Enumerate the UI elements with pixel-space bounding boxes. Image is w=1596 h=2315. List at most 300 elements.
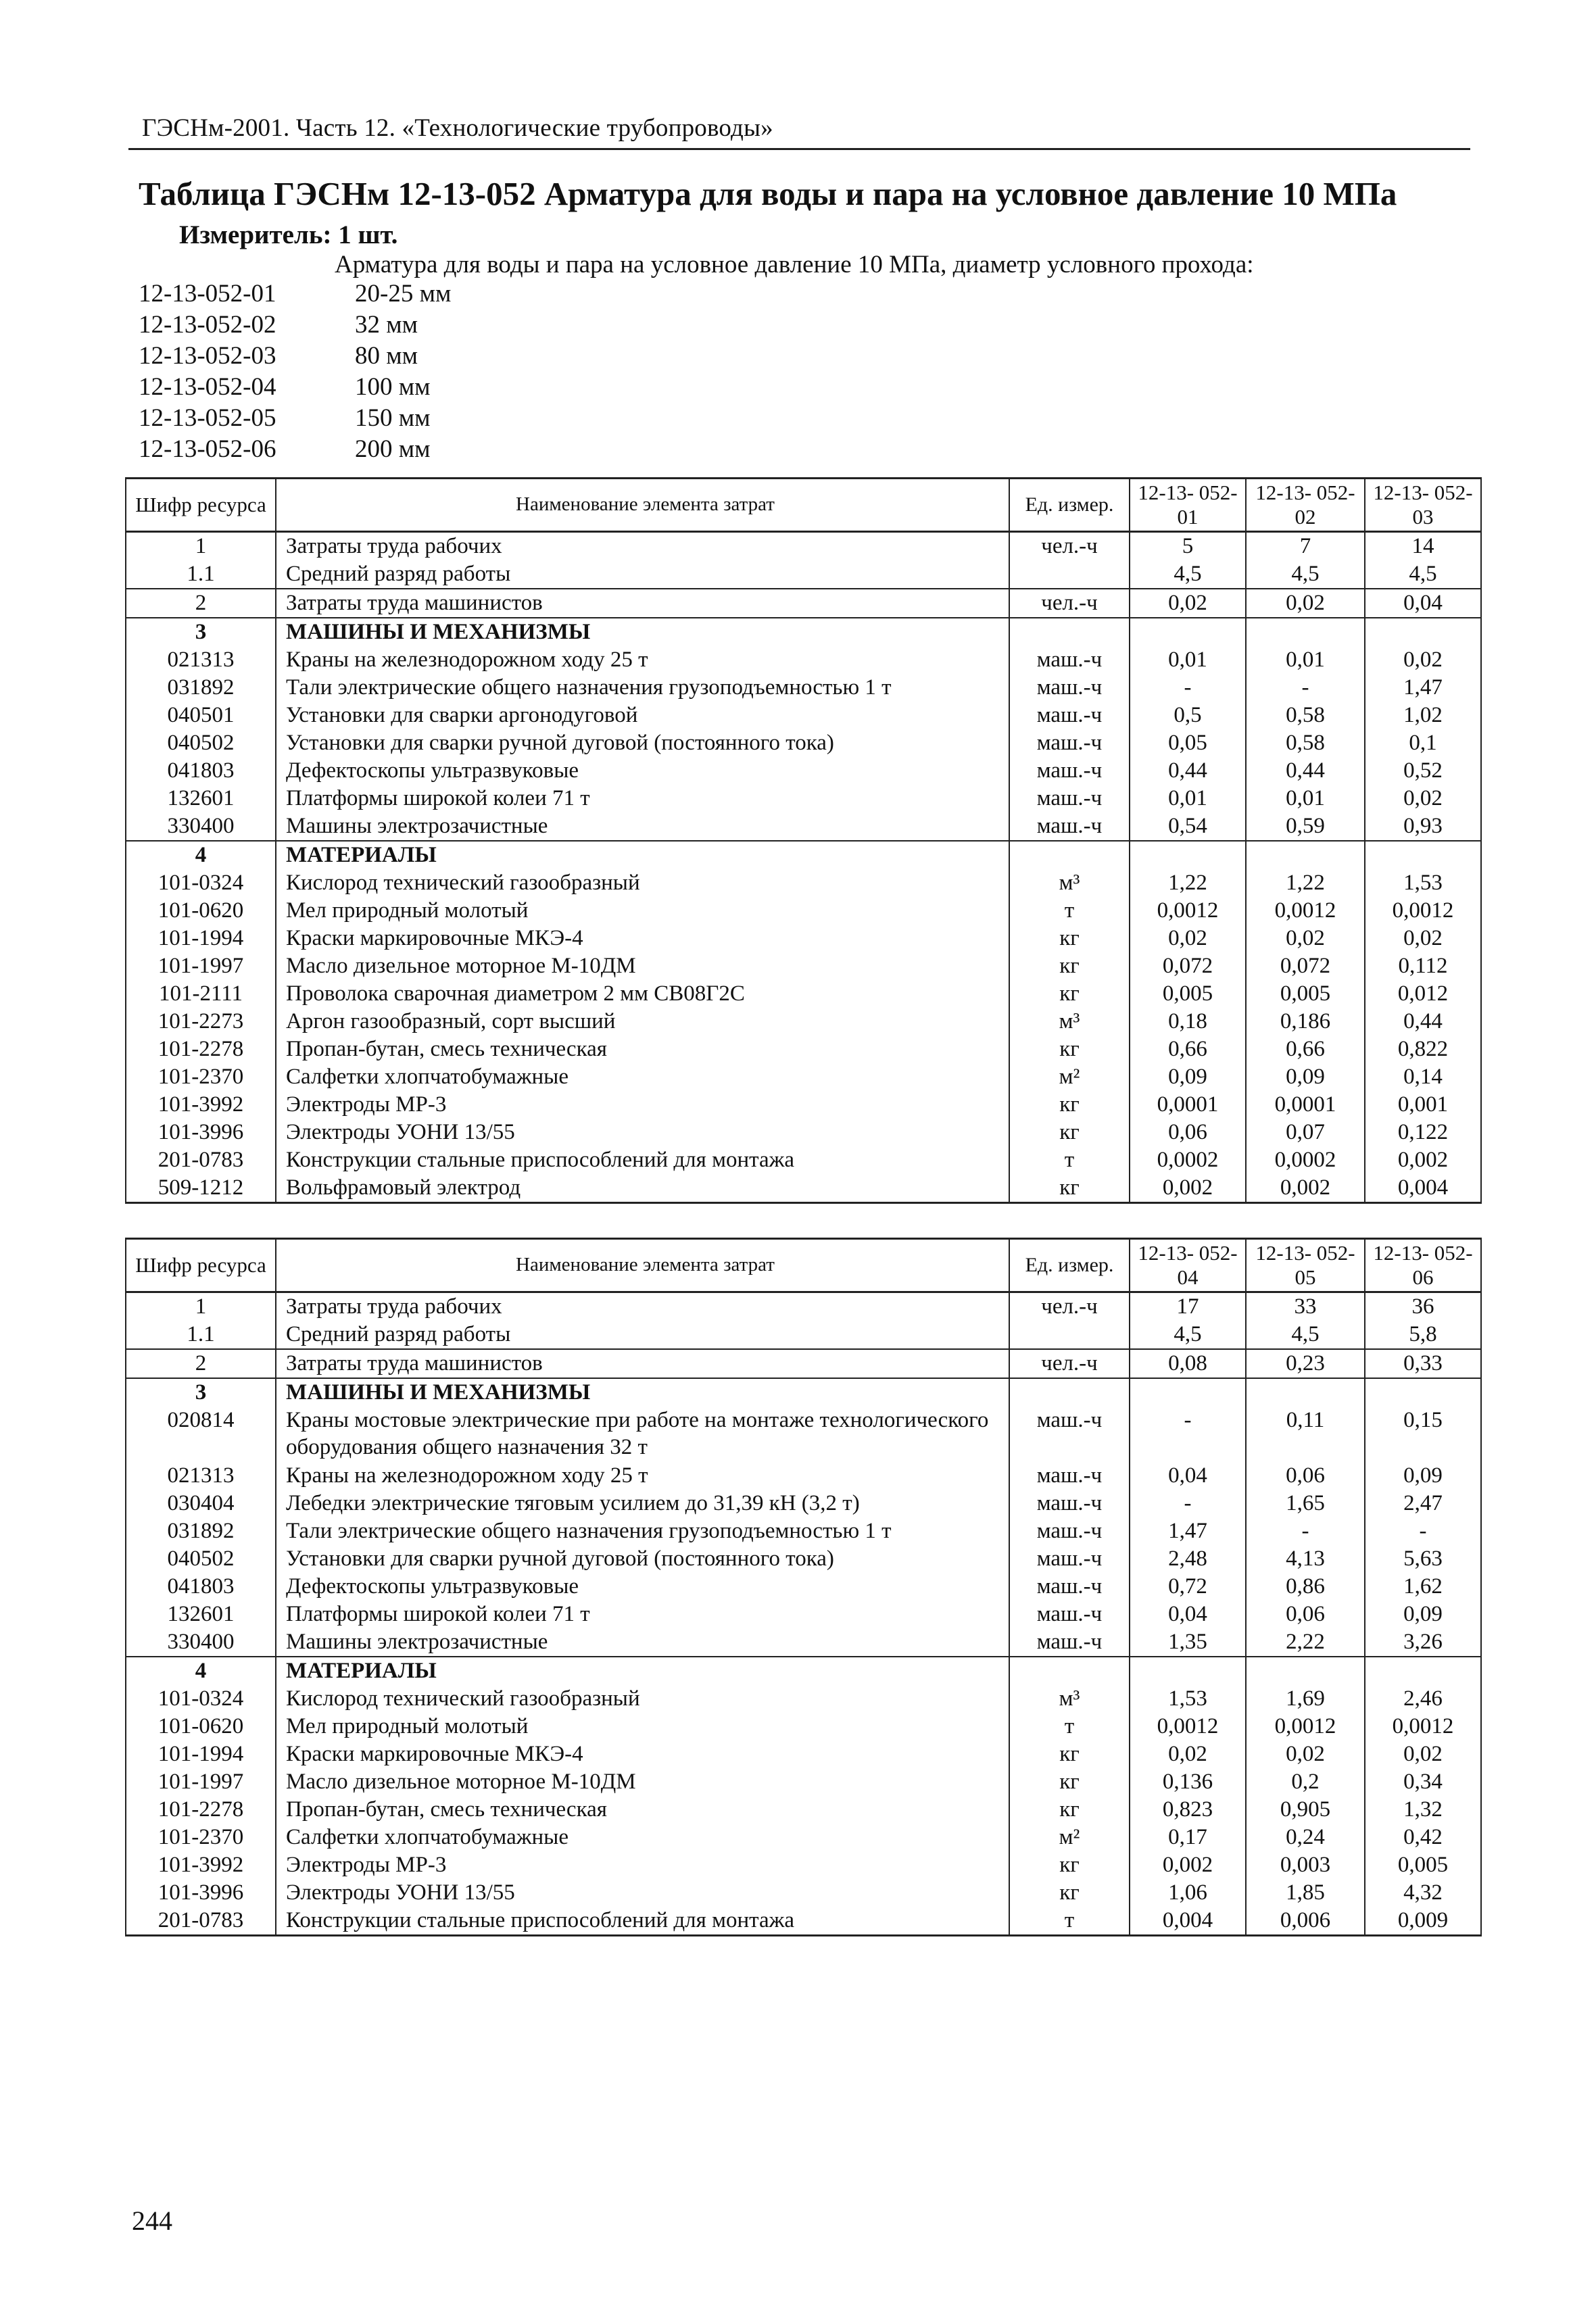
unit-cell: кг xyxy=(1009,980,1130,1008)
value-cell: 0,54 xyxy=(1130,812,1246,841)
value-cell: 0,02 xyxy=(1365,646,1481,674)
value-cell: 0,01 xyxy=(1246,785,1365,812)
value-cell: 0,09 xyxy=(1130,1063,1246,1091)
resource-code: 1 xyxy=(126,1292,276,1321)
cost-element-name: Электроды МР-3 xyxy=(276,1851,1009,1879)
table-row xyxy=(126,646,1481,674)
value-cell: 0,0012 xyxy=(1365,897,1481,925)
table-row xyxy=(126,869,1481,897)
unit-cell: маш.-ч xyxy=(1009,757,1130,785)
value-cell: 1,02 xyxy=(1365,702,1481,729)
table-row xyxy=(126,1685,1481,1713)
value-cell: 7 xyxy=(1246,532,1365,561)
unit-cell: кг xyxy=(1009,1174,1130,1203)
resource-code: 101-1994 xyxy=(126,925,276,952)
value-cell: 0,0002 xyxy=(1130,1146,1246,1174)
value-cell: 0,06 xyxy=(1246,1462,1365,1490)
cost-element-name: Краски маркировочные МКЭ-4 xyxy=(276,925,1009,952)
code-list xyxy=(139,278,451,465)
value-cell: 0,002 xyxy=(1130,1174,1246,1203)
resource-code: 040502 xyxy=(126,729,276,757)
value-cell: 2,46 xyxy=(1365,1685,1481,1713)
value-cell: 0,04 xyxy=(1365,589,1481,618)
table-row xyxy=(126,532,1481,561)
resource-code: 132601 xyxy=(126,1601,276,1628)
cost-element-name: Машины электрозачистные xyxy=(276,812,1009,841)
unit-cell: кг xyxy=(1009,1768,1130,1796)
resource-code: 330400 xyxy=(126,812,276,841)
value-cell xyxy=(1246,618,1365,646)
resource-code: 101-2111 xyxy=(126,980,276,1008)
section-row xyxy=(126,618,1481,646)
code-row xyxy=(139,310,451,341)
unit-cell: м³ xyxy=(1009,869,1130,897)
unit-cell: маш.-ч xyxy=(1009,1407,1130,1462)
norm-table-2 xyxy=(125,1238,1482,1936)
table-row xyxy=(126,1292,1481,1321)
table-row xyxy=(126,1321,1481,1349)
resource-code: 101-0620 xyxy=(126,1713,276,1740)
table-row xyxy=(126,1462,1481,1490)
table-row xyxy=(126,1824,1481,1851)
table-row xyxy=(126,812,1481,841)
cost-element-name: Затраты труда рабочих xyxy=(276,532,1009,561)
value-cell: 2,22 xyxy=(1246,1628,1365,1657)
value-cell: 0,07 xyxy=(1246,1119,1365,1146)
value-cell: 0,01 xyxy=(1246,646,1365,674)
unit-cell: м³ xyxy=(1009,1685,1130,1713)
header-code: Шифр ресурса xyxy=(126,1239,276,1292)
table-row xyxy=(126,1174,1481,1203)
value-cell: 0,0012 xyxy=(1130,897,1246,925)
resource-code: 1 xyxy=(126,532,276,561)
value-cell: 1,85 xyxy=(1246,1879,1365,1907)
cost-element-name: Вольфрамовый электрод xyxy=(276,1174,1009,1203)
value-cell: 0,66 xyxy=(1246,1035,1365,1063)
value-cell: 0,186 xyxy=(1246,1008,1365,1035)
value-cell: 0,001 xyxy=(1365,1091,1481,1119)
value-cell: 0,86 xyxy=(1246,1573,1365,1601)
value-cell: 0,59 xyxy=(1246,812,1365,841)
table-row xyxy=(126,1349,1481,1378)
value-cell: 0,11 xyxy=(1246,1407,1365,1462)
table-row xyxy=(126,1091,1481,1119)
value-cell: 0,09 xyxy=(1365,1462,1481,1490)
resource-code: 4 xyxy=(126,1657,276,1685)
value-cell: 0,52 xyxy=(1365,757,1481,785)
value-cell: 1,65 xyxy=(1246,1490,1365,1517)
value-cell: - xyxy=(1365,1517,1481,1545)
unit-cell: маш.-ч xyxy=(1009,785,1130,812)
value-cell: 0,822 xyxy=(1365,1035,1481,1063)
value-cell: 0,44 xyxy=(1365,1008,1481,1035)
value-cell: 1,47 xyxy=(1130,1517,1246,1545)
value-cell: 1,47 xyxy=(1365,674,1481,702)
value-cell: 3,26 xyxy=(1365,1628,1481,1657)
unit-cell: т xyxy=(1009,1713,1130,1740)
unit-cell: маш.-ч xyxy=(1009,1462,1130,1490)
resource-code: 3 xyxy=(126,1378,276,1407)
code-diameter: 150 мм xyxy=(355,404,431,432)
resource-code: 040501 xyxy=(126,702,276,729)
value-cell: 0,02 xyxy=(1365,1740,1481,1768)
value-cell xyxy=(1246,841,1365,869)
cost-element-name: Платформы широкой колеи 71 т xyxy=(276,1601,1009,1628)
cost-element-name: Затраты труда машинистов xyxy=(276,1349,1009,1378)
value-cell: 0,17 xyxy=(1130,1824,1246,1851)
resource-code: 101-2370 xyxy=(126,1824,276,1851)
unit-cell: кг xyxy=(1009,1851,1130,1879)
cost-element-name: МАШИНЫ И МЕХАНИЗМЫ xyxy=(276,1378,1009,1407)
unit-cell xyxy=(1009,1657,1130,1685)
unit-cell: маш.-ч xyxy=(1009,729,1130,757)
header-name: Наименование элемента затрат xyxy=(276,479,1009,532)
cost-element-name: Салфетки хлопчатобумажные xyxy=(276,1824,1009,1851)
value-cell: 0,0001 xyxy=(1246,1091,1365,1119)
value-cell: 1,32 xyxy=(1365,1796,1481,1824)
cost-element-name: Электроды УОНИ 13/55 xyxy=(276,1879,1009,1907)
value-cell: 0,06 xyxy=(1246,1601,1365,1628)
value-cell: 0,002 xyxy=(1365,1146,1481,1174)
value-cell: 0,02 xyxy=(1130,1740,1246,1768)
cost-element-name: МАТЕРИАЛЫ xyxy=(276,841,1009,869)
value-cell: 0,0012 xyxy=(1365,1713,1481,1740)
unit-cell xyxy=(1009,618,1130,646)
table-row xyxy=(126,1063,1481,1091)
cost-element-name: Кислород технический газообразный xyxy=(276,869,1009,897)
table-row xyxy=(126,560,1481,589)
cost-element-name: Установки для сварки аргонодуговой xyxy=(276,702,1009,729)
value-cell: 5,8 xyxy=(1365,1321,1481,1349)
value-cell: - xyxy=(1130,674,1246,702)
meter-label: Измеритель: 1 шт. xyxy=(179,220,398,249)
unit-cell: кг xyxy=(1009,1091,1130,1119)
value-cell: 1,22 xyxy=(1130,869,1246,897)
header-col: 12-13- 052-06 xyxy=(1365,1239,1481,1292)
value-cell: 1,22 xyxy=(1246,869,1365,897)
value-cell: 2,47 xyxy=(1365,1490,1481,1517)
cost-element-name: Пропан-бутан, смесь техническая xyxy=(276,1796,1009,1824)
code-row xyxy=(139,403,451,434)
code-row xyxy=(139,434,451,465)
resource-code: 041803 xyxy=(126,757,276,785)
table-row xyxy=(126,1907,1481,1936)
unit-cell: т xyxy=(1009,1907,1130,1936)
cost-element-name: Краны мостовые электрические при работе на монтаже технологического оборудования общего назначения 32 т xyxy=(276,1407,1009,1462)
value-cell: 0,02 xyxy=(1130,925,1246,952)
value-cell: 0,02 xyxy=(1246,925,1365,952)
unit-cell: кг xyxy=(1009,1035,1130,1063)
value-cell: 0,34 xyxy=(1365,1768,1481,1796)
cost-element-name: Пропан-бутан, смесь техническая xyxy=(276,1035,1009,1063)
value-cell: 0,003 xyxy=(1246,1851,1365,1879)
code-diameter: 100 мм xyxy=(355,373,431,401)
resource-code: 4 xyxy=(126,841,276,869)
table-row xyxy=(126,589,1481,618)
table-row xyxy=(126,1573,1481,1601)
code-row xyxy=(139,372,451,403)
resource-code: 2 xyxy=(126,589,276,618)
value-cell: 4,5 xyxy=(1130,560,1246,589)
unit-cell: т xyxy=(1009,897,1130,925)
value-cell: 0,02 xyxy=(1130,589,1246,618)
unit-cell: маш.-ч xyxy=(1009,1601,1130,1628)
cost-element-name: МАТЕРИАЛЫ xyxy=(276,1657,1009,1685)
table-row xyxy=(126,1768,1481,1796)
value-cell: 0,136 xyxy=(1130,1768,1246,1796)
unit-cell: чел.-ч xyxy=(1009,1349,1130,1378)
value-cell: 0,93 xyxy=(1365,812,1481,841)
table-row xyxy=(126,1879,1481,1907)
value-cell: 2,48 xyxy=(1130,1545,1246,1573)
value-cell: 0,15 xyxy=(1365,1407,1481,1462)
code-id: 12-13-052-06 xyxy=(139,435,276,463)
table-header-row xyxy=(126,479,1481,532)
value-cell xyxy=(1246,1378,1365,1407)
code-diameter: 80 мм xyxy=(355,342,418,370)
unit-cell: кг xyxy=(1009,1740,1130,1768)
value-cell: 0,823 xyxy=(1130,1796,1246,1824)
unit-cell: маш.-ч xyxy=(1009,1517,1130,1545)
code-diameter: 200 мм xyxy=(355,435,431,463)
header-unit: Ед. измер. xyxy=(1009,1239,1130,1292)
resource-code: 101-0324 xyxy=(126,869,276,897)
value-cell: 1,06 xyxy=(1130,1879,1246,1907)
value-cell: 0,44 xyxy=(1130,757,1246,785)
resource-code: 101-3992 xyxy=(126,1091,276,1119)
intro-text: Арматура для воды и пара на условное давление 10 МПа, диаметр условного прохода: xyxy=(335,251,1254,278)
unit-cell xyxy=(1009,560,1130,589)
table-row xyxy=(126,1628,1481,1657)
cost-element-name: Установки для сварки ручной дуговой (постоянного тока) xyxy=(276,1545,1009,1573)
code-id: 12-13-052-05 xyxy=(139,404,276,432)
unit-cell: маш.-ч xyxy=(1009,1545,1130,1573)
value-cell: - xyxy=(1246,674,1365,702)
header-code: Шифр ресурса xyxy=(126,479,276,532)
value-cell: 0,14 xyxy=(1365,1063,1481,1091)
value-cell: 14 xyxy=(1365,532,1481,561)
resource-code: 101-2278 xyxy=(126,1035,276,1063)
code-id: 12-13-052-02 xyxy=(139,311,276,339)
value-cell: 0,04 xyxy=(1130,1601,1246,1628)
resource-code: 101-3996 xyxy=(126,1119,276,1146)
unit-cell: м² xyxy=(1009,1824,1130,1851)
cost-element-name: Кислород технический газообразный xyxy=(276,1685,1009,1713)
resource-code: 201-0783 xyxy=(126,1146,276,1174)
value-cell: 0,004 xyxy=(1130,1907,1246,1936)
value-cell: 1,53 xyxy=(1130,1685,1246,1713)
value-cell: 0,02 xyxy=(1365,785,1481,812)
value-cell: 0,05 xyxy=(1130,729,1246,757)
value-cell: 4,5 xyxy=(1130,1321,1246,1349)
value-cell: 0,005 xyxy=(1365,1851,1481,1879)
value-cell: - xyxy=(1130,1407,1246,1462)
unit-cell: маш.-ч xyxy=(1009,1628,1130,1657)
value-cell: 0,004 xyxy=(1365,1174,1481,1203)
cost-element-name: Платформы широкой колеи 71 т xyxy=(276,785,1009,812)
table-row xyxy=(126,702,1481,729)
code-id: 12-13-052-01 xyxy=(139,280,276,308)
unit-cell: маш.-ч xyxy=(1009,674,1130,702)
value-cell: 5 xyxy=(1130,532,1246,561)
table-row xyxy=(126,1545,1481,1573)
unit-cell: т xyxy=(1009,1146,1130,1174)
code-id: 12-13-052-04 xyxy=(139,373,276,401)
resource-code: 021313 xyxy=(126,646,276,674)
unit-cell: маш.-ч xyxy=(1009,1573,1130,1601)
value-cell: 0,02 xyxy=(1246,589,1365,618)
value-cell: 17 xyxy=(1130,1292,1246,1321)
resource-code: 132601 xyxy=(126,785,276,812)
value-cell xyxy=(1365,841,1481,869)
value-cell: 0,42 xyxy=(1365,1824,1481,1851)
header-name: Наименование элемента затрат xyxy=(276,1239,1009,1292)
resource-code: 101-1997 xyxy=(126,952,276,980)
value-cell xyxy=(1130,1378,1246,1407)
unit-cell: кг xyxy=(1009,952,1130,980)
running-head: ГЭСНм-2001. Часть 12. «Технологические трубопроводы» xyxy=(142,114,773,142)
value-cell: 0,02 xyxy=(1365,925,1481,952)
resource-code: 031892 xyxy=(126,1517,276,1545)
header-unit: Ед. измер. xyxy=(1009,479,1130,532)
value-cell: 0,0012 xyxy=(1130,1713,1246,1740)
table-row xyxy=(126,1601,1481,1628)
table-row xyxy=(126,1490,1481,1517)
value-cell: 0,24 xyxy=(1246,1824,1365,1851)
value-cell: 0,01 xyxy=(1130,785,1246,812)
table-row xyxy=(126,1146,1481,1174)
cost-element-name: Машины электрозачистные xyxy=(276,1628,1009,1657)
resource-code: 031892 xyxy=(126,674,276,702)
table-row xyxy=(126,1517,1481,1545)
value-cell: 0,0012 xyxy=(1246,897,1365,925)
value-cell xyxy=(1365,618,1481,646)
value-cell: 33 xyxy=(1246,1292,1365,1321)
value-cell xyxy=(1130,618,1246,646)
value-cell: 0,01 xyxy=(1130,646,1246,674)
section-row xyxy=(126,841,1481,869)
header-col: 12-13- 052-01 xyxy=(1130,479,1246,532)
value-cell: 1,69 xyxy=(1246,1685,1365,1713)
table-row xyxy=(126,1796,1481,1824)
value-cell: 0,09 xyxy=(1365,1601,1481,1628)
header-col: 12-13- 052-03 xyxy=(1365,479,1481,532)
value-cell: 1,62 xyxy=(1365,1573,1481,1601)
table-row xyxy=(126,897,1481,925)
cost-element-name: Затраты труда машинистов xyxy=(276,589,1009,618)
value-cell xyxy=(1246,1657,1365,1685)
value-cell xyxy=(1130,1657,1246,1685)
value-cell: 0,905 xyxy=(1246,1796,1365,1824)
resource-code: 3 xyxy=(126,618,276,646)
unit-cell: кг xyxy=(1009,1119,1130,1146)
value-cell: 0,23 xyxy=(1246,1349,1365,1378)
resource-code: 041803 xyxy=(126,1573,276,1601)
unit-cell xyxy=(1009,841,1130,869)
table-row xyxy=(126,1713,1481,1740)
cost-element-name: Краски маркировочные МКЭ-4 xyxy=(276,1740,1009,1768)
cost-element-name: Салфетки хлопчатобумажные xyxy=(276,1063,1009,1091)
resource-code: 101-3992 xyxy=(126,1851,276,1879)
table-row xyxy=(126,1119,1481,1146)
resource-code: 101-1994 xyxy=(126,1740,276,1768)
value-cell: 0,009 xyxy=(1365,1907,1481,1936)
resource-code: 020814 xyxy=(126,1407,276,1462)
unit-cell: маш.-ч xyxy=(1009,812,1130,841)
table-title: Таблица ГЭСНм 12-13-052 Арматура для воды и пара на условное давление 10 МПа xyxy=(139,175,1397,212)
value-cell: - xyxy=(1130,1490,1246,1517)
code-row xyxy=(139,278,451,310)
value-cell: 0,002 xyxy=(1246,1174,1365,1203)
cost-element-name: Аргон газообразный, сорт высший xyxy=(276,1008,1009,1035)
cost-element-name: Дефектоскопы ультразвуковые xyxy=(276,1573,1009,1601)
resource-code: 2 xyxy=(126,1349,276,1378)
value-cell: 0,005 xyxy=(1130,980,1246,1008)
header-col: 12-13- 052-02 xyxy=(1246,479,1365,532)
section-row xyxy=(126,1657,1481,1685)
table-row xyxy=(126,1740,1481,1768)
cost-element-name: Краны на железнодорожном ходу 25 т xyxy=(276,646,1009,674)
header-rule xyxy=(128,148,1470,150)
unit-cell: кг xyxy=(1009,1796,1130,1824)
value-cell: 0,58 xyxy=(1246,729,1365,757)
table-row xyxy=(126,1851,1481,1879)
value-cell: 0,18 xyxy=(1130,1008,1246,1035)
value-cell xyxy=(1365,1657,1481,1685)
cost-element-name: Электроды УОНИ 13/55 xyxy=(276,1119,1009,1146)
code-diameter: 32 мм xyxy=(355,311,418,339)
value-cell: 0,44 xyxy=(1246,757,1365,785)
value-cell: 0,0002 xyxy=(1246,1146,1365,1174)
value-cell: 0,5 xyxy=(1130,702,1246,729)
value-cell: 0,1 xyxy=(1365,729,1481,757)
unit-cell xyxy=(1009,1378,1130,1407)
value-cell: 0,0012 xyxy=(1246,1713,1365,1740)
value-cell: 36 xyxy=(1365,1292,1481,1321)
resource-code: 101-2370 xyxy=(126,1063,276,1091)
value-cell: 0,09 xyxy=(1246,1063,1365,1091)
unit-cell: м² xyxy=(1009,1063,1130,1091)
resource-code: 101-2278 xyxy=(126,1796,276,1824)
cost-element-name: Проволока сварочная диаметром 2 мм СВ08Г2С xyxy=(276,980,1009,1008)
cost-element-name: Лебедки электрические тяговым усилием до 31,39 кН (3,2 т) xyxy=(276,1490,1009,1517)
cost-element-name: Масло дизельное моторное М-10ДМ xyxy=(276,1768,1009,1796)
table-row xyxy=(126,925,1481,952)
value-cell xyxy=(1130,841,1246,869)
code-row xyxy=(139,341,451,372)
resource-code: 330400 xyxy=(126,1628,276,1657)
value-cell: 0,33 xyxy=(1365,1349,1481,1378)
value-cell: 4,5 xyxy=(1365,560,1481,589)
header-col: 12-13- 052-05 xyxy=(1246,1239,1365,1292)
value-cell: 0,02 xyxy=(1246,1740,1365,1768)
value-cell: 0,112 xyxy=(1365,952,1481,980)
value-cell: 0,072 xyxy=(1130,952,1246,980)
cost-element-name: Мел природный молотый xyxy=(276,897,1009,925)
resource-code: 101-3996 xyxy=(126,1879,276,1907)
unit-cell: м³ xyxy=(1009,1008,1130,1035)
norm-table-1 xyxy=(125,477,1482,1204)
value-cell: 4,5 xyxy=(1246,1321,1365,1349)
header-col: 12-13- 052-04 xyxy=(1130,1239,1246,1292)
table-row xyxy=(126,785,1481,812)
unit-cell: маш.-ч xyxy=(1009,646,1130,674)
unit-cell: чел.-ч xyxy=(1009,532,1130,561)
cost-element-name: Конструкции стальные приспособлений для монтажа xyxy=(276,1146,1009,1174)
code-diameter: 20-25 мм xyxy=(355,280,452,308)
resource-code: 040502 xyxy=(126,1545,276,1573)
value-cell: 0,08 xyxy=(1130,1349,1246,1378)
